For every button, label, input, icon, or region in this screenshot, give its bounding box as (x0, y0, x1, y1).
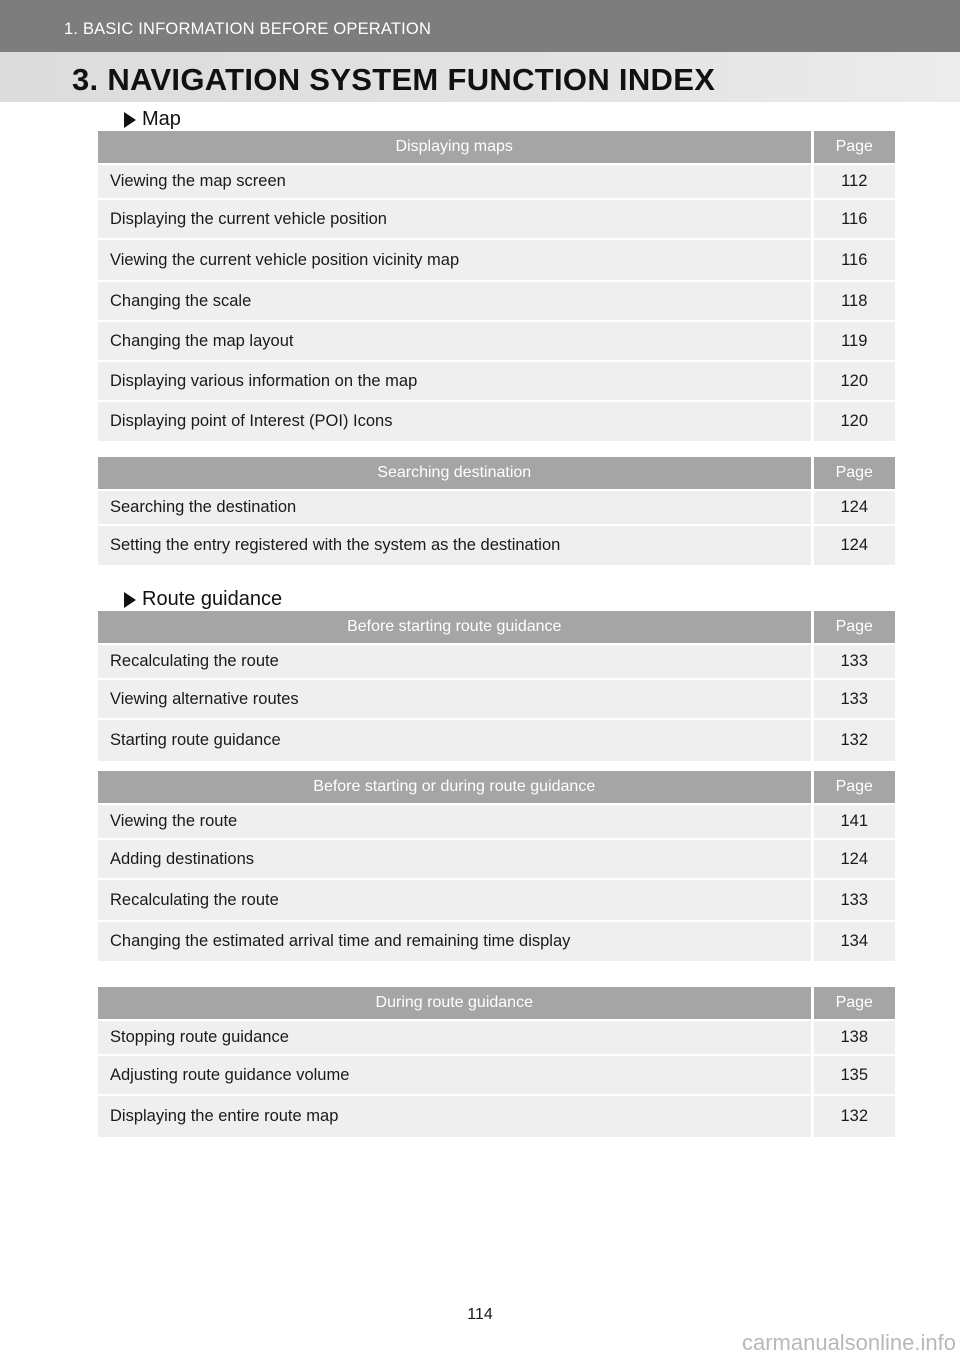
table-header-page: Page (812, 771, 895, 804)
table-row (98, 839, 895, 879)
row-page: 119 (812, 321, 895, 361)
table-row (98, 401, 895, 441)
table-header: Searching destination (98, 457, 812, 490)
table-header: Before starting or during route guidance (98, 771, 812, 804)
table-row (98, 281, 895, 321)
table-row (98, 644, 895, 679)
row-label: Setting the entry registered with the system as the destination (98, 525, 812, 565)
row-page: 135 (812, 1055, 895, 1095)
row-label: Changing the scale (98, 281, 812, 321)
row-page: 141 (812, 804, 895, 839)
table-row (98, 525, 895, 565)
table-row (98, 879, 895, 921)
page-number: 114 (467, 1306, 493, 1323)
row-page: 134 (812, 921, 895, 961)
row-page: 116 (812, 239, 895, 281)
index-table-during (98, 987, 895, 1137)
watermark: carmanualsonline.info (741, 1330, 956, 1355)
row-label: Starting route guidance (98, 719, 812, 761)
table-row (98, 164, 895, 199)
row-page: 132 (812, 719, 895, 761)
row-label: Displaying the current vehicle position (98, 199, 812, 239)
row-label: Recalculating the route (98, 879, 812, 921)
row-page: 133 (812, 644, 895, 679)
row-page: 133 (812, 679, 895, 719)
row-label: Adding destinations (98, 839, 812, 879)
table-row (98, 719, 895, 761)
row-label: Recalculating the route (98, 644, 812, 679)
title-bar (0, 52, 960, 102)
table-header: During route guidance (98, 987, 812, 1020)
index-table-before-or-during (98, 771, 895, 961)
index-table-before-starting (98, 611, 895, 761)
table-header: Before starting route guidance (98, 611, 812, 644)
row-label: Viewing alternative routes (98, 679, 812, 719)
table-header-page: Page (812, 131, 895, 164)
row-page: 120 (812, 401, 895, 441)
chapter-label: 1. BASIC INFORMATION BEFORE OPERATION (64, 20, 432, 38)
row-label: Viewing the route (98, 804, 812, 839)
row-label: Displaying point of Interest (POI) Icons (98, 401, 812, 441)
table-row (98, 679, 895, 719)
table-header-page: Page (812, 987, 895, 1020)
table-row (98, 239, 895, 281)
table-row (98, 199, 895, 239)
section-heading-label: Route guidance (142, 588, 283, 610)
table-row (98, 1020, 895, 1055)
row-label: Viewing the current vehicle position vicinity map (98, 239, 812, 281)
row-label: Displaying various information on the map (98, 361, 812, 401)
row-page: 120 (812, 361, 895, 401)
table-row (98, 921, 895, 961)
index-table-searching-destination (98, 457, 895, 565)
table-header-page: Page (812, 457, 895, 490)
table-row (98, 321, 895, 361)
section-heading-map (124, 108, 181, 131)
row-page: 124 (812, 490, 895, 525)
table-row (98, 490, 895, 525)
row-label: Adjusting route guidance volume (98, 1055, 812, 1095)
table-header-page: Page (812, 611, 895, 644)
row-label: Changing the estimated arrival time and remaining time display (98, 921, 812, 961)
row-page: 133 (812, 879, 895, 921)
row-page: 132 (812, 1095, 895, 1137)
row-label: Viewing the map screen (98, 164, 812, 199)
row-label: Displaying the entire route map (98, 1095, 812, 1137)
table-row (98, 1055, 895, 1095)
table-row (98, 804, 895, 839)
section-heading-label: Map (142, 108, 181, 130)
row-page: 124 (812, 839, 895, 879)
row-label: Changing the map layout (98, 321, 812, 361)
table-row (98, 361, 895, 401)
triangle-right-icon (124, 592, 136, 608)
row-page: 112 (812, 164, 895, 199)
row-label: Stopping route guidance (98, 1020, 812, 1055)
table-header: Displaying maps (98, 131, 812, 164)
row-page: 116 (812, 199, 895, 239)
table-row (98, 1095, 895, 1137)
page-title: 3. NAVIGATION SYSTEM FUNCTION INDEX (72, 62, 716, 97)
chapter-bar (0, 0, 960, 52)
triangle-right-icon (124, 112, 136, 128)
index-table-displaying-maps (98, 131, 895, 441)
row-page: 138 (812, 1020, 895, 1055)
row-page: 118 (812, 281, 895, 321)
row-page: 124 (812, 525, 895, 565)
section-heading-route-guidance (124, 588, 282, 611)
row-label: Searching the destination (98, 490, 812, 525)
